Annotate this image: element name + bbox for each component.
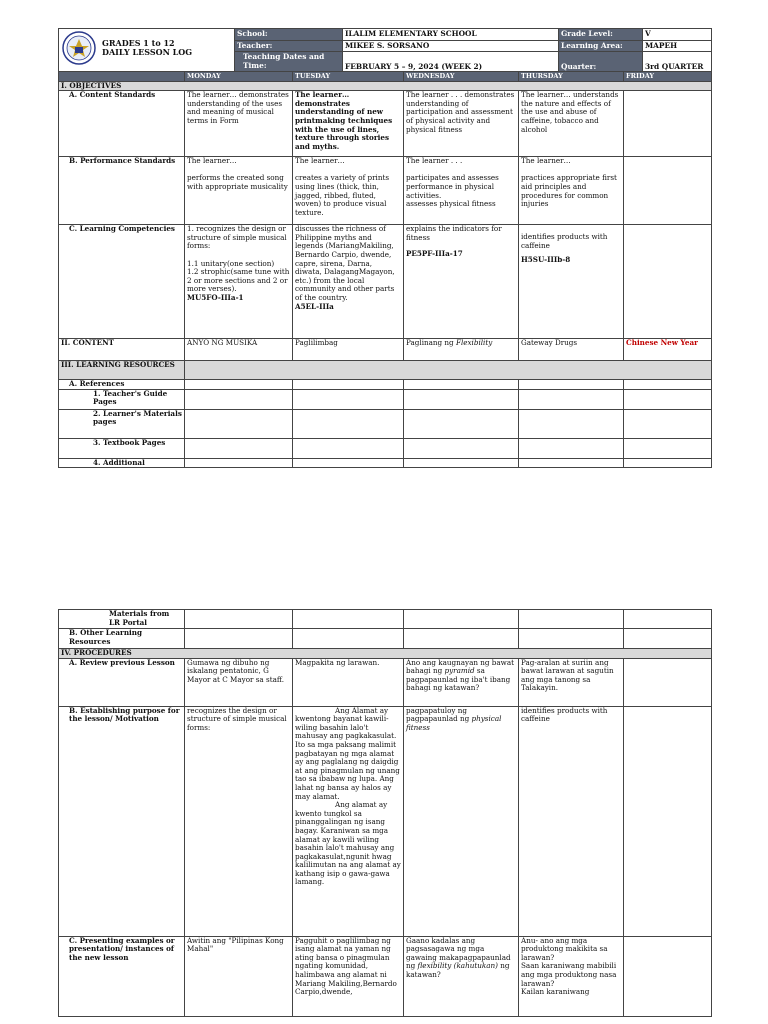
- teacher-value: MIKEE S. SORSANO: [343, 41, 559, 52]
- performance-mon: The learner… performs the created song with appropriate musicality: [185, 157, 293, 225]
- content-mon: ANYO NG MUSIKA: [185, 339, 293, 361]
- competency-fri: [624, 225, 712, 339]
- dates-value: FEBRUARY 5 – 9, 2024 (WEEK 2): [343, 52, 559, 72]
- day-wednesday: WEDNESDAY: [404, 72, 519, 82]
- section-objectives: I. OBJECTIVES: [59, 81, 712, 91]
- presenting-tue: Pagguhit o paglilimbag ng isang alamat na yaman ng ating bansa o pinagmulan ngating komunidad, halimbawa ang alamat ni Mariang Makiling,Bernardo Carpio,dwende,: [293, 936, 404, 1016]
- content-wed: [404, 339, 519, 361]
- purpose-thu: identifies products with caffeine: [519, 706, 624, 936]
- competency-thu: [519, 225, 624, 339]
- school-value: ILALIM ELEMENTARY SCHOOL: [343, 29, 559, 41]
- objectives-table: [58, 71, 712, 468]
- competency-wed-text: explains the indicators for fitness: [406, 224, 502, 242]
- ref-additional-label: 4. Additional: [59, 458, 185, 468]
- content-fri-holiday: Chinese New Year: [624, 339, 712, 361]
- performance-standards-label: B. Performance Standards: [59, 157, 185, 225]
- resources-label: III. LEARNING RESOURCES: [59, 361, 185, 380]
- competency-tue-text: discusses the richness of Philippine myths and legends (MariangMakiling, Bernardo Carpio, dwende, capre, sirena, Darna, diwata, DalagangMagayon, etc.) from the local community and other parts of the country.: [295, 224, 395, 302]
- ref-teachers-guide-label: 1. Teacher's Guide Pages: [59, 389, 185, 409]
- review-wed-text: Ano ang kaugnayan ng bawat bahagi ng: [406, 658, 515, 676]
- review-fri: [624, 658, 712, 706]
- content-label: II. CONTENT: [59, 339, 185, 361]
- day-tuesday: TUESDAY: [293, 72, 404, 82]
- content-standard-mon: The learner… demonstrates understanding of the uses and meaning of musical terms in Form: [185, 91, 293, 157]
- competency-mon: [185, 225, 293, 339]
- content-standard-thu: The learner… understands the nature and effects of the use and abuse of caffeine, tobacco and alcohol: [519, 91, 624, 157]
- purpose-fri: [624, 706, 712, 936]
- grade-label: Grade Level:: [559, 29, 643, 41]
- content-standard-tue: The learner… demonstrates understanding of new printmaking techniques with the use of lines, texture through stories and myths.: [293, 91, 404, 157]
- review-wed-rest: sa pagpapaunlad ng iba't ibang bahagi ng katawan?: [406, 666, 511, 693]
- lesson-log-page-1: [58, 28, 712, 468]
- purpose-tue: [293, 706, 404, 936]
- materials-lr-portal-label: Materials from LR Portal: [59, 610, 185, 629]
- purpose-wed: [404, 706, 519, 936]
- content-standard-fri: [624, 91, 712, 157]
- presenting-label: C. Presenting examples or presentation/ instances of the new lesson: [59, 936, 185, 1016]
- quarter-value: 3rd QUARTER: [643, 52, 712, 72]
- presenting-mon: Awitin ang "Pilipinas Kong Mahal": [185, 936, 293, 1016]
- presenting-wed-rest: ng katawan?: [406, 961, 510, 979]
- ref-textbook-label: 3. Textbook Pages: [59, 438, 185, 458]
- competency-thu-text: identifies products with caffeine: [521, 232, 608, 250]
- section-procedures: IV. PROCEDURES: [59, 649, 712, 659]
- performance-tue: The learner… creates a variety of prints using lines (thick, thin, jagged, ribbed, fluted, woven) to produce visual texture.: [293, 157, 404, 225]
- competency-mon-code: MU5FO-IIIa-1: [187, 292, 244, 302]
- content-tue: Paglilimbag: [293, 339, 404, 361]
- header-logo-cell: [59, 29, 235, 72]
- performance-wed: The learner . . . participates and assesses performance in physical activities. assesses physical fitness: [404, 157, 519, 225]
- review-wed-italic: pyramid: [444, 666, 475, 676]
- competency-tue: [293, 225, 404, 339]
- teacher-label: Teacher:: [235, 41, 343, 52]
- ref-learners-materials-label: 2. Learner's Materials pages: [59, 409, 185, 438]
- competency-wed: [404, 225, 519, 339]
- purpose-tue-paragraph-1: Ang Alamat ay kwentong bayanat kawili- wiling basahin lalo't mahusay ang pagkakasulat. Ito sa mga paksang malimit pagbatayan ng mga alamat ay ang paglalang ng daigdig at ang pinagmulan ng unang tao sa ibabaw ng lupa. Ang lahat ng bansa ay halos ay may alamat.: [295, 706, 400, 801]
- dates-label: Teaching Dates and Time:: [235, 52, 343, 72]
- day-friday: FRIDAY: [624, 72, 712, 82]
- day-monday: MONDAY: [185, 72, 293, 82]
- competency-tue-code: A5EL-IIIa: [295, 301, 334, 311]
- content-wed-text: Paglinang ng: [406, 338, 456, 348]
- lesson-log-page-2: [58, 609, 712, 1017]
- form-subtitle: DAILY LESSON LOG: [102, 47, 193, 57]
- procedures-table: [58, 609, 712, 1017]
- review-tue: Magpakita ng larawan.: [293, 658, 404, 706]
- presenting-wed-italic: flexibility (kahutukan): [417, 961, 498, 971]
- references-label: A. References: [59, 380, 185, 390]
- review-label: A. Review previous Lesson: [59, 658, 185, 706]
- performance-thu: The learner… practices appropriate first aid principles and procedures for common injuries: [519, 157, 624, 225]
- area-value: MAPEH: [643, 41, 712, 52]
- content-wed-italic: Flexibility: [455, 338, 493, 348]
- purpose-wed-text: pagpapatuloy ng pagpapaunlad ng: [406, 706, 472, 724]
- performance-fri: [624, 157, 712, 225]
- quarter-label: Quarter:: [559, 52, 643, 72]
- area-label: Learning Area:: [559, 41, 643, 52]
- presenting-wed-text: Gaano kadalas ang pagsasagawa ng mga gawaing makapagpapaunlad ng: [406, 936, 511, 971]
- purpose-label: B. Establishing purpose for the lesson/ Motivation: [59, 706, 185, 936]
- presenting-thu: Anu- ano ang mga produktong makikita sa larawan? Saan karaniwang mabibili ang mga produktong nasa larawan? Kailan karaniwang: [519, 936, 624, 1016]
- presenting-wed: [404, 936, 519, 1016]
- purpose-wed-italic: physical fitness: [406, 714, 502, 732]
- header-table: [58, 28, 712, 72]
- content-thu: Gateway Drugs: [519, 339, 624, 361]
- form-title: GRADES 1 to 12: [102, 38, 175, 48]
- content-standards-label: A. Content Standards: [59, 91, 185, 157]
- day-thursday: THURSDAY: [519, 72, 624, 82]
- presenting-fri: [624, 936, 712, 1016]
- review-thu: Pag-aralan at suriin ang bawat larawan at sagutin ang mga tanong sa Talakayin.: [519, 658, 624, 706]
- review-mon: Gumawa ng dibuho ng iskalang pentatonic, G Mayor at C Mayor sa staff.: [185, 658, 293, 706]
- deped-seal-icon: [62, 31, 96, 65]
- review-wed: [404, 658, 519, 706]
- competency-thu-code: H5SU-IIIb-8: [521, 255, 571, 265]
- competency-mon-text: 1. recognizes the design or structure of simple musical forms: 1.1 unitary(one section) 1.2 strophic(same tune with 2 or more sections and 2 or more verses).: [187, 224, 290, 294]
- grade-value: V: [643, 29, 712, 41]
- purpose-tue-paragraph-2: Ang alamat ay kwento tungkol sa pinanggalingan ng isang bagay. Karaniwan sa mga alamat ay kawili wiling basahin lalo't mahusay ang pagkakasulat,ngunit hwag kalilimutan na ang alamat ay kathang isip o gawa-gawa lamang.: [295, 800, 401, 887]
- competency-wed-code: PE5PF-IIIa-17: [406, 249, 463, 259]
- other-resources-label: B. Other Learning Resources: [59, 629, 185, 649]
- purpose-mon: recognizes the design or structure of simple musical forms:: [185, 706, 293, 936]
- school-label: School:: [235, 29, 343, 41]
- content-standard-wed: The learner . . . demonstrates understanding of participation and assessment of physical activity and physical fitness: [404, 91, 519, 157]
- competencies-label: C. Learning Competencies: [59, 225, 185, 339]
